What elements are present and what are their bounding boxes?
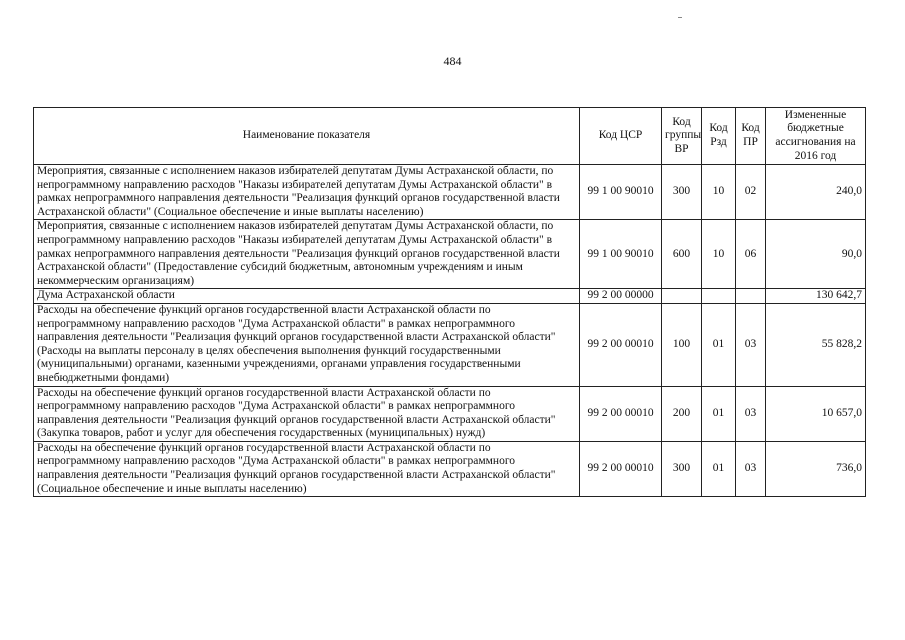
row-amount: 736,0 (766, 441, 866, 496)
header-rzd: Код Рзд (702, 108, 736, 165)
header-pr: Код ПР (736, 108, 766, 165)
table-row (34, 441, 866, 496)
row-name: Расходы на обеспечение функций органов государственной власти Астраханской области по непрограммному направлению расходов "Дума Астраханской области" в рамках непрограммного направления деятельности "Реализация функций органов государственной власти Астраханской области" (Закупка товаров, работ и услуг для обеспечения государственных (муниципальных) нужд) (34, 386, 580, 441)
row-vr: 300 (662, 441, 702, 496)
row-vr: 100 (662, 303, 702, 386)
table-row (34, 220, 866, 289)
row-csr: 99 1 00 90010 (580, 165, 662, 220)
row-name: Мероприятия, связанные с исполнением наказов избирателей депутатам Думы Астраханской области, по непрограммному направлению расходов "Наказы избирателей депутатам Думы Астраханской области" в рамках непрограммного направления деятельности "Реализация функций органов государственной власти Астраханской области" (Социальное обеспечение и иные выплаты населению) (34, 165, 580, 220)
row-vr (662, 289, 702, 304)
row-csr: 99 1 00 90010 (580, 220, 662, 289)
budget-table (33, 107, 866, 497)
table-row (34, 303, 866, 386)
row-vr: 200 (662, 386, 702, 441)
row-pr (736, 289, 766, 304)
row-csr: 99 2 00 00000 (580, 289, 662, 304)
header-csr: Код ЦСР (580, 108, 662, 165)
table-row (34, 289, 866, 304)
scan-mark (678, 17, 682, 18)
row-rzd: 01 (702, 303, 736, 386)
row-rzd: 10 (702, 220, 736, 289)
row-vr: 600 (662, 220, 702, 289)
row-name: Расходы на обеспечение функций органов государственной власти Астраханской области по непрограммному направлению расходов "Дума Астраханской области" в рамках непрограммного направления деятельности "Реализация функций органов государственной власти Астраханской области" (Расходы на выплаты персоналу в целях обеспечения выполнения функций государственными (муниципальными) органами, казенными учреждениями, органами управления государственными внебюджетными фондами) (34, 303, 580, 386)
row-name: Мероприятия, связанные с исполнением наказов избирателей депутатам Думы Астраханской области, по непрограммному направлению расходов "Наказы избирателей депутатам Думы Астраханской области" в рамках непрограммного направления деятельности "Реализация функций органов государственной власти Астраханской области" (Предоставление субсидий бюджетным, автономным учреждениям и иным некоммерческим организациям) (34, 220, 580, 289)
table-row (34, 165, 866, 220)
row-pr: 03 (736, 441, 766, 496)
row-pr: 06 (736, 220, 766, 289)
row-rzd: 01 (702, 386, 736, 441)
row-pr: 02 (736, 165, 766, 220)
header-name: Наименование показателя (34, 108, 580, 165)
table-row (34, 386, 866, 441)
row-name: Расходы на обеспечение функций органов государственной власти Астраханской области по непрограммному направлению расходов "Дума Астраханской области" в рамках непрограммного направления деятельности "Реализация функций органов государственной власти Астраханской области" (Социальное обеспечение и иные выплаты населению) (34, 441, 580, 496)
row-rzd: 10 (702, 165, 736, 220)
row-rzd: 01 (702, 441, 736, 496)
row-csr: 99 2 00 00010 (580, 303, 662, 386)
table-header-row (34, 108, 866, 165)
header-vr: Код группы ВР (662, 108, 702, 165)
row-pr: 03 (736, 303, 766, 386)
row-pr: 03 (736, 386, 766, 441)
row-amount: 55 828,2 (766, 303, 866, 386)
row-amount: 10 657,0 (766, 386, 866, 441)
row-name: Дума Астраханской области (34, 289, 580, 304)
header-amount: Измененные бюджетные ассигнования на 2016 год (766, 108, 866, 165)
row-vr: 300 (662, 165, 702, 220)
row-amount: 130 642,7 (766, 289, 866, 304)
row-rzd (702, 289, 736, 304)
row-amount: 240,0 (766, 165, 866, 220)
row-csr: 99 2 00 00010 (580, 386, 662, 441)
row-amount: 90,0 (766, 220, 866, 289)
row-csr: 99 2 00 00010 (580, 441, 662, 496)
page-number: 484 (443, 54, 462, 68)
